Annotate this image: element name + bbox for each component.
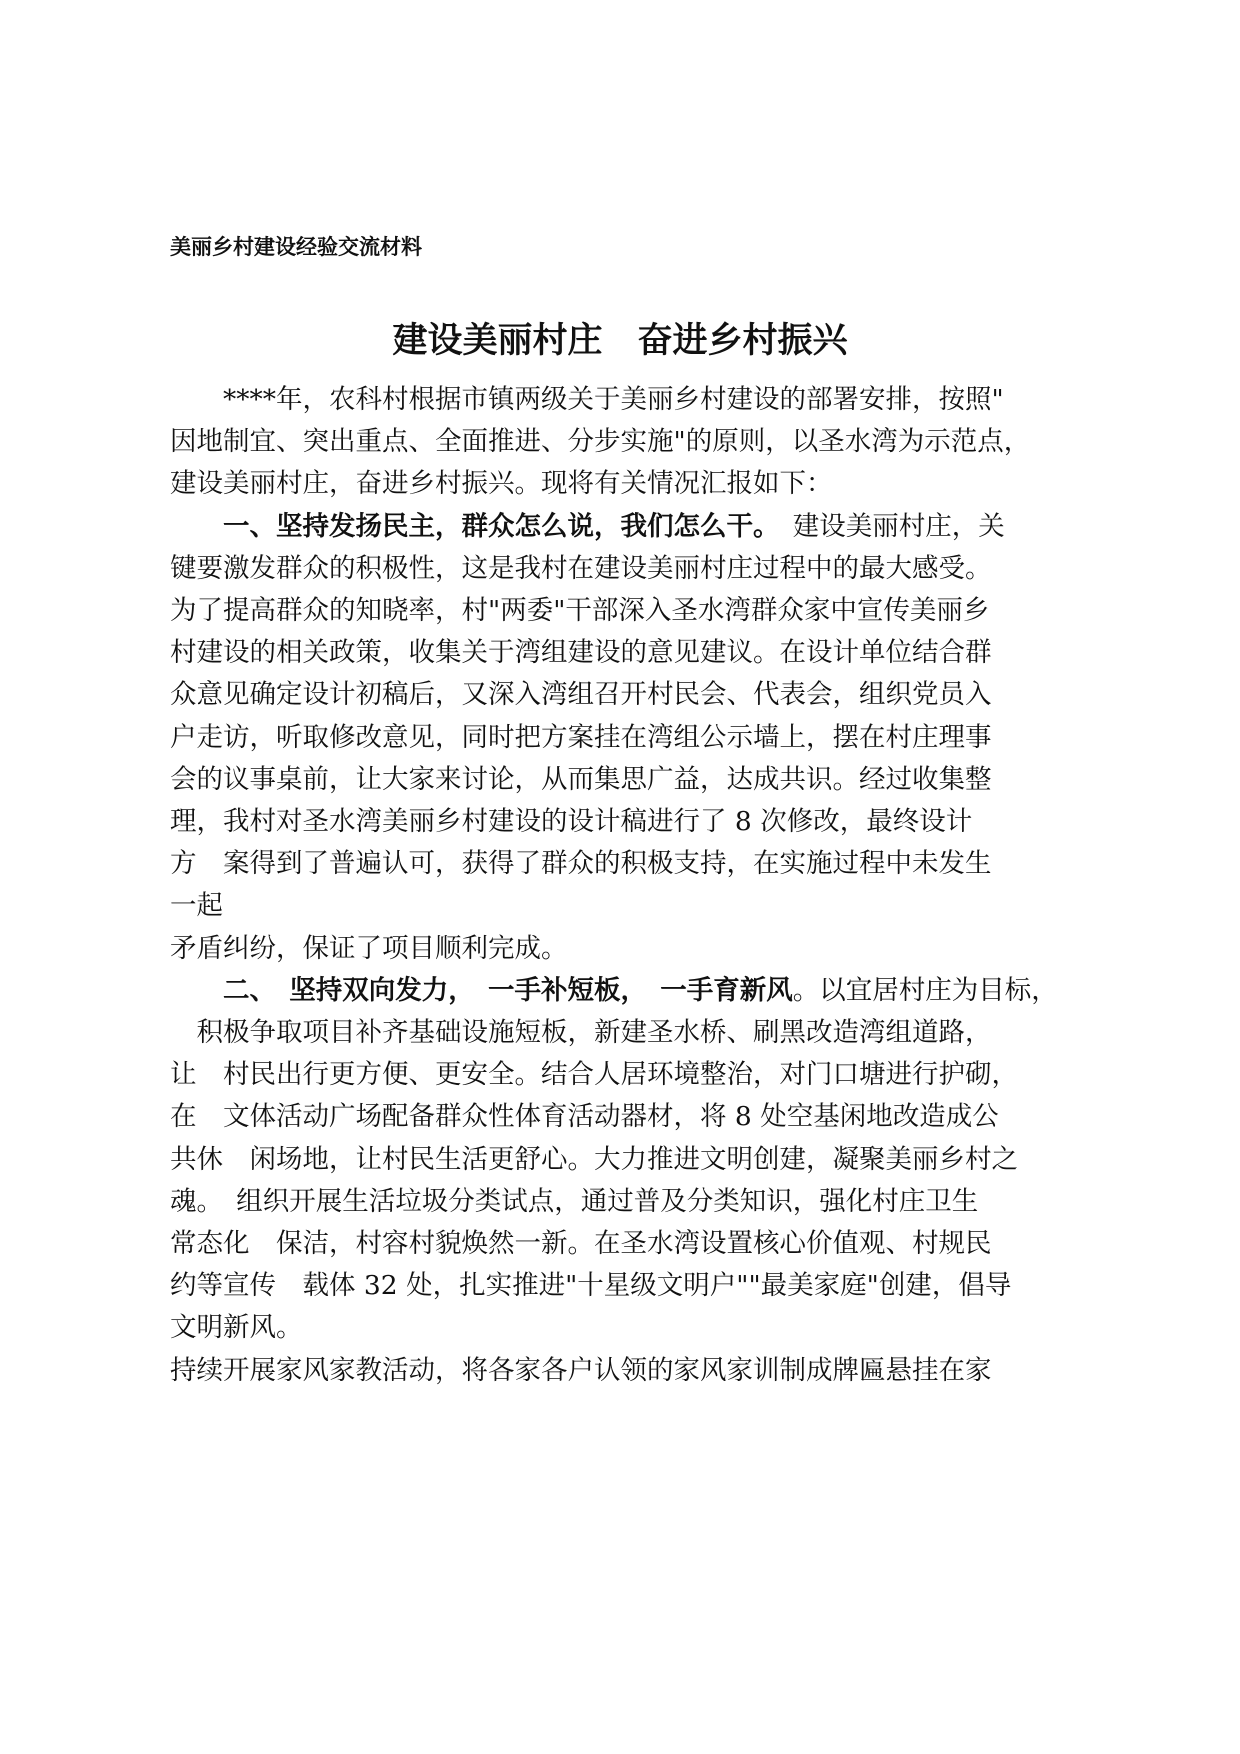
line-text: 持续开展家风家教活动，将各家各户认领的家风家训制成牌匾悬挂在家 [170, 1354, 992, 1386]
body-text-line [170, 1351, 992, 1391]
line-text: 建设美丽村庄，关 [766, 510, 1005, 542]
body-text-line [170, 675, 992, 715]
body-text-line [170, 886, 223, 926]
body-text-line [170, 929, 568, 969]
line-text: 理，我村对圣水湾美丽乡村建设的设计稿进行了 8 次修改，最终设计 [170, 806, 973, 837]
line-text: 。以宜居村庄为目标， [792, 974, 1058, 1006]
body-text-line [170, 507, 1005, 547]
line-text: 键要激发群众的积极性，这是我村在建设美丽村庄过程中的最大感受。 [170, 552, 992, 584]
body-text-line [170, 380, 1004, 420]
line-text: 因地制宜、突出重点、全面推进、分步实施"的原则，以圣水湾为示范点， [170, 426, 1031, 458]
line-text: 让 村民出行更方便、更安全。结合人居环境整治，对门口塘进行护砌， [170, 1059, 1018, 1091]
document-title: 建设美丽村庄 奋进乡村振兴 [392, 321, 848, 361]
line-text: ****年，农科村根据市镇两级关于美丽乡村建设的部署安排，按照" [170, 384, 1004, 415]
body-text-line [170, 1013, 992, 1053]
body-text-line [170, 1182, 978, 1222]
line-text: 方 案得到了普遍认可，获得了群众的积极支持，在实施过程中未发生 [170, 848, 992, 880]
body-text-line [170, 633, 992, 673]
line-text: 常态化 保洁，村容村貌焕然一新。在圣水湾设置核心价值观、村规民 [170, 1228, 992, 1259]
line-text: 约等宣传 载体 32 处，扎实推进"十星级文明户""最美家庭"创建，倡导 [170, 1270, 1012, 1302]
body-text-line [170, 1266, 1011, 1306]
line-text: 矛盾纠纷，保证了项目顺利完成。 [170, 932, 568, 964]
line-text: 为了提高群众的知晓率，村"两委"干部深入圣水湾群众家中宣传美丽乡 [170, 595, 990, 626]
line-text: 一起 [170, 890, 223, 922]
section-heading: 二、 坚持双向发力， 一手补短板， 一手育新风 [170, 974, 793, 1006]
line-text: 村建设的相关政策，收集关于湾组建设的意见建议。在设计单位结合群 [170, 637, 992, 669]
body-text-line [170, 549, 992, 589]
line-text: 魂。 组织开展生活垃圾分类试点，通过普及分类知识，强化村庄卫生 [170, 1185, 979, 1217]
section-heading: 一、坚持发扬民主，群众怎么说，我们怎么干。 [170, 510, 767, 542]
line-text: 积极争取项目补齐基础设施短板，新建圣水桥、刷黑改造湾组道路， [170, 1017, 992, 1048]
body-text-line [170, 1097, 999, 1137]
line-text: 户走访，听取修改意见，同时把方案挂在湾组公示墙上，摆在村庄理事 [170, 721, 992, 753]
line-text: 众意见确定设计初稿后，又深入湾组召开村民会、代表会，组织党员入 [170, 679, 992, 711]
body-text-line [170, 1140, 1018, 1180]
body-text-line [170, 760, 992, 800]
body-text-line [170, 464, 833, 504]
body-text-line [170, 422, 1030, 462]
body-text-line [170, 971, 1058, 1011]
body-text-line [170, 802, 972, 842]
body-text-line [170, 718, 992, 758]
body-text-line [170, 591, 989, 631]
line-text: 会的议事桌前，让大家来讨论，从而集思广益，达成共识。经过收集整 [170, 763, 992, 795]
line-text: 共休 闲场地，让村民生活更舒心。大力推进文明创建，凝聚美丽乡村之 [170, 1143, 1018, 1175]
line-text: 文明新风。 [170, 1312, 303, 1344]
line-text: 建设美丽村庄，奋进乡村振兴。现将有关情况汇报如下： [170, 468, 833, 500]
line-text: 在 文体活动广场配备群众性体育活动器材，将 8 处空基闲地改造成公 [170, 1101, 999, 1133]
body-text-line [170, 1224, 992, 1264]
document-header-label: 美丽乡村建设经验交流材料 [170, 235, 422, 259]
body-text-line [170, 844, 992, 884]
body-text-line [170, 1308, 303, 1348]
body-text-line [170, 1055, 1018, 1095]
